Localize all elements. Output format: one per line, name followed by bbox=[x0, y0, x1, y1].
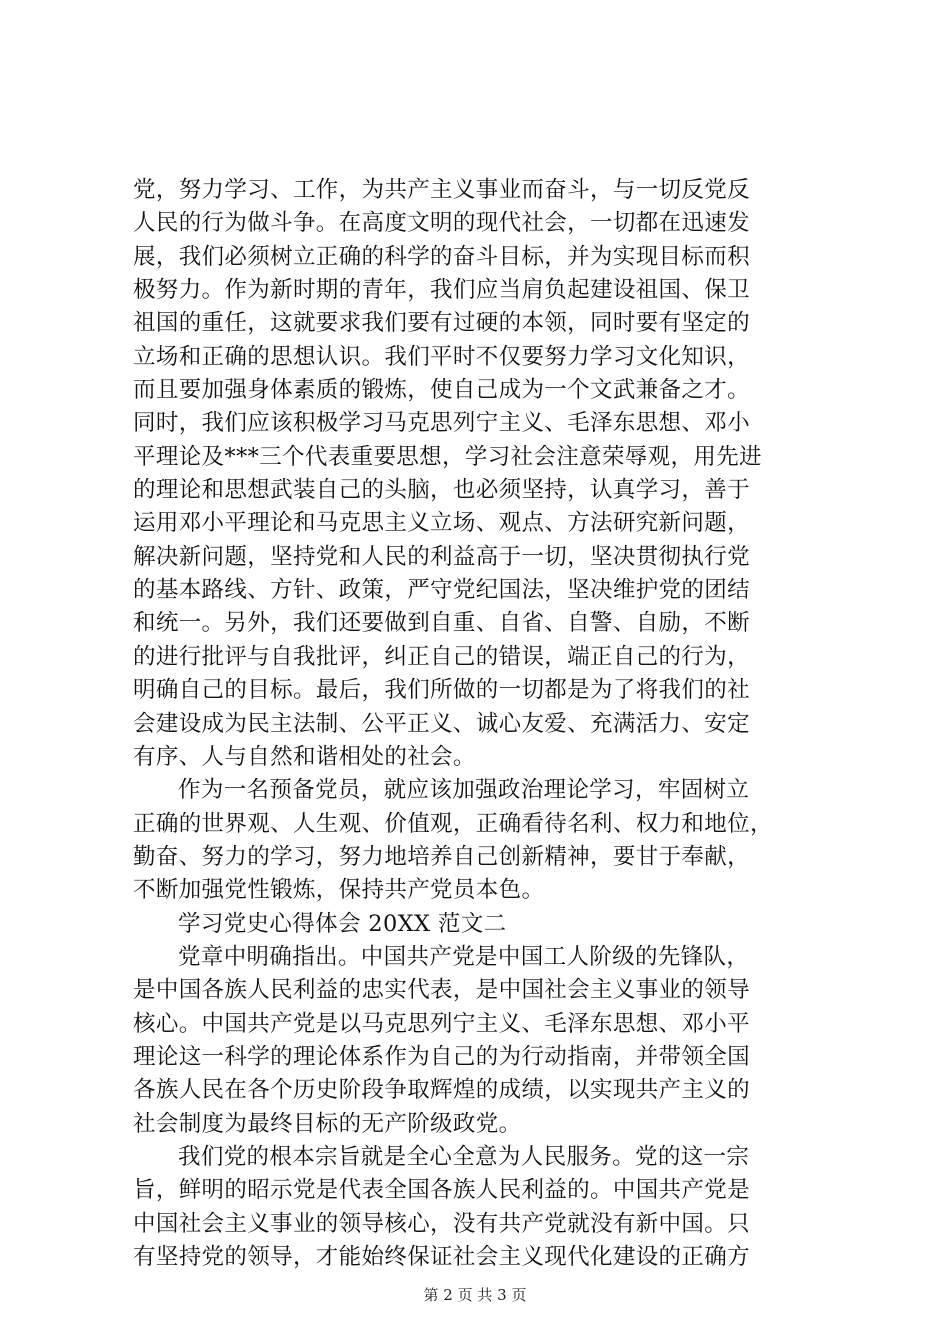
text-line: 作为一名预备党员，就应该加强政治理论学习，牢固树立 bbox=[178, 777, 750, 804]
text-line: 理论这一科学的理论体系作为自己的为行动指南，并带领全国 bbox=[133, 1043, 750, 1070]
text-line: 人民的行为做斗争。在高度文明的现代社会，一切都在迅速发 bbox=[133, 210, 750, 237]
document-body bbox=[133, 174, 833, 1274]
text-line: 展，我们必须树立正确的科学的奋斗目标，并为实现目标而积 bbox=[133, 243, 750, 270]
text-line: 我们党的根本宗旨就是全心全意为人民服务。党的这一宗 bbox=[178, 1143, 750, 1170]
page-footer: 第 2 页 共 3 页 bbox=[423, 1286, 527, 1304]
text-line: 立场和正确的思想认识。我们平时不仅要努力学习文化知识， bbox=[133, 343, 750, 370]
text-line: 是中国各族人民利益的忠实代表，是中国社会主义事业的领导 bbox=[133, 977, 750, 1004]
text-line: 核心。中国共产党是以马克思列宁主义、毛泽东思想、邓小平 bbox=[133, 1010, 750, 1037]
text-line: 正确的世界观、人生观、价值观，正确看待名利、权力和地位， bbox=[133, 810, 773, 837]
text-line: 的进行批评与自我批评，纠正自己的错误，端正自己的行为， bbox=[133, 643, 750, 670]
text-line: 极努力。作为新时期的青年，我们应当肩负起建设祖国、保卫 bbox=[133, 277, 750, 304]
text-line: 同时，我们应该积极学习马克思列宁主义、毛泽东思想、邓小 bbox=[133, 410, 750, 437]
text-line: 平理论及***三个代表重要思想，学习社会注意荣辱观，用先进 bbox=[133, 443, 762, 470]
text-line: 各族人民在各个历史阶段争取辉煌的成绩，以实现共产主义的 bbox=[133, 1077, 750, 1104]
text-line: 社会制度为最终目标的无产阶级政党。 bbox=[133, 1110, 522, 1137]
text-line: 的基本路线、方针、政策，严守党纪国法，坚决维护党的团结 bbox=[133, 577, 750, 604]
text-line: 学习党史心得体会 20XX 范文二 bbox=[178, 910, 507, 937]
text-line: 不断加强党性锻炼，保持共产党员本色。 bbox=[133, 877, 545, 904]
text-line: 有坚持党的领导，才能始终保证社会主义现代化建设的正确方 bbox=[133, 1244, 750, 1270]
text-line: 有序、人与自然和谐相处的社会。 bbox=[133, 743, 476, 770]
text-line: 中国社会主义事业的领导核心，没有共产党就没有新中国。只 bbox=[133, 1210, 750, 1237]
text-line: 祖国的重任，这就要求我们要有过硬的本领，同时要有坚定的 bbox=[133, 310, 750, 337]
text-line: 明确自己的目标。最后，我们所做的一切都是为了将我们的社 bbox=[133, 677, 750, 704]
text-line: 运用邓小平理论和马克思主义立场、观点、方法研究新问题， bbox=[133, 510, 750, 537]
text-line: 党，努力学习、工作，为共产主义事业而奋斗，与一切反党反 bbox=[133, 177, 750, 203]
text-line: 会建设成为民主法制、公平正义、诚心友爱、充满活力、安定 bbox=[133, 710, 750, 737]
text-line: 勤奋、努力的学习，努力地培养自己创新精神，要甘于奉献， bbox=[133, 843, 750, 870]
text-line: 党章中明确指出。中国共产党是中国工人阶级的先锋队， bbox=[178, 943, 750, 970]
text-line: 旨，鲜明的昭示党是代表全国各族人民利益的。中国共产党是 bbox=[133, 1177, 750, 1204]
text-line: 解决新问题，坚持党和人民的利益高于一切，坚决贯彻执行党 bbox=[133, 543, 750, 570]
text-line: 的理论和思想武装自己的头脑，也必须坚持，认真学习，善于 bbox=[133, 477, 750, 504]
text-line: 而且要加强身体素质的锻炼，使自己成为一个文武兼备之才。 bbox=[133, 377, 750, 404]
text-line: 和统一。另外，我们还要做到自重、自省、自警、自励，不断 bbox=[133, 610, 750, 637]
